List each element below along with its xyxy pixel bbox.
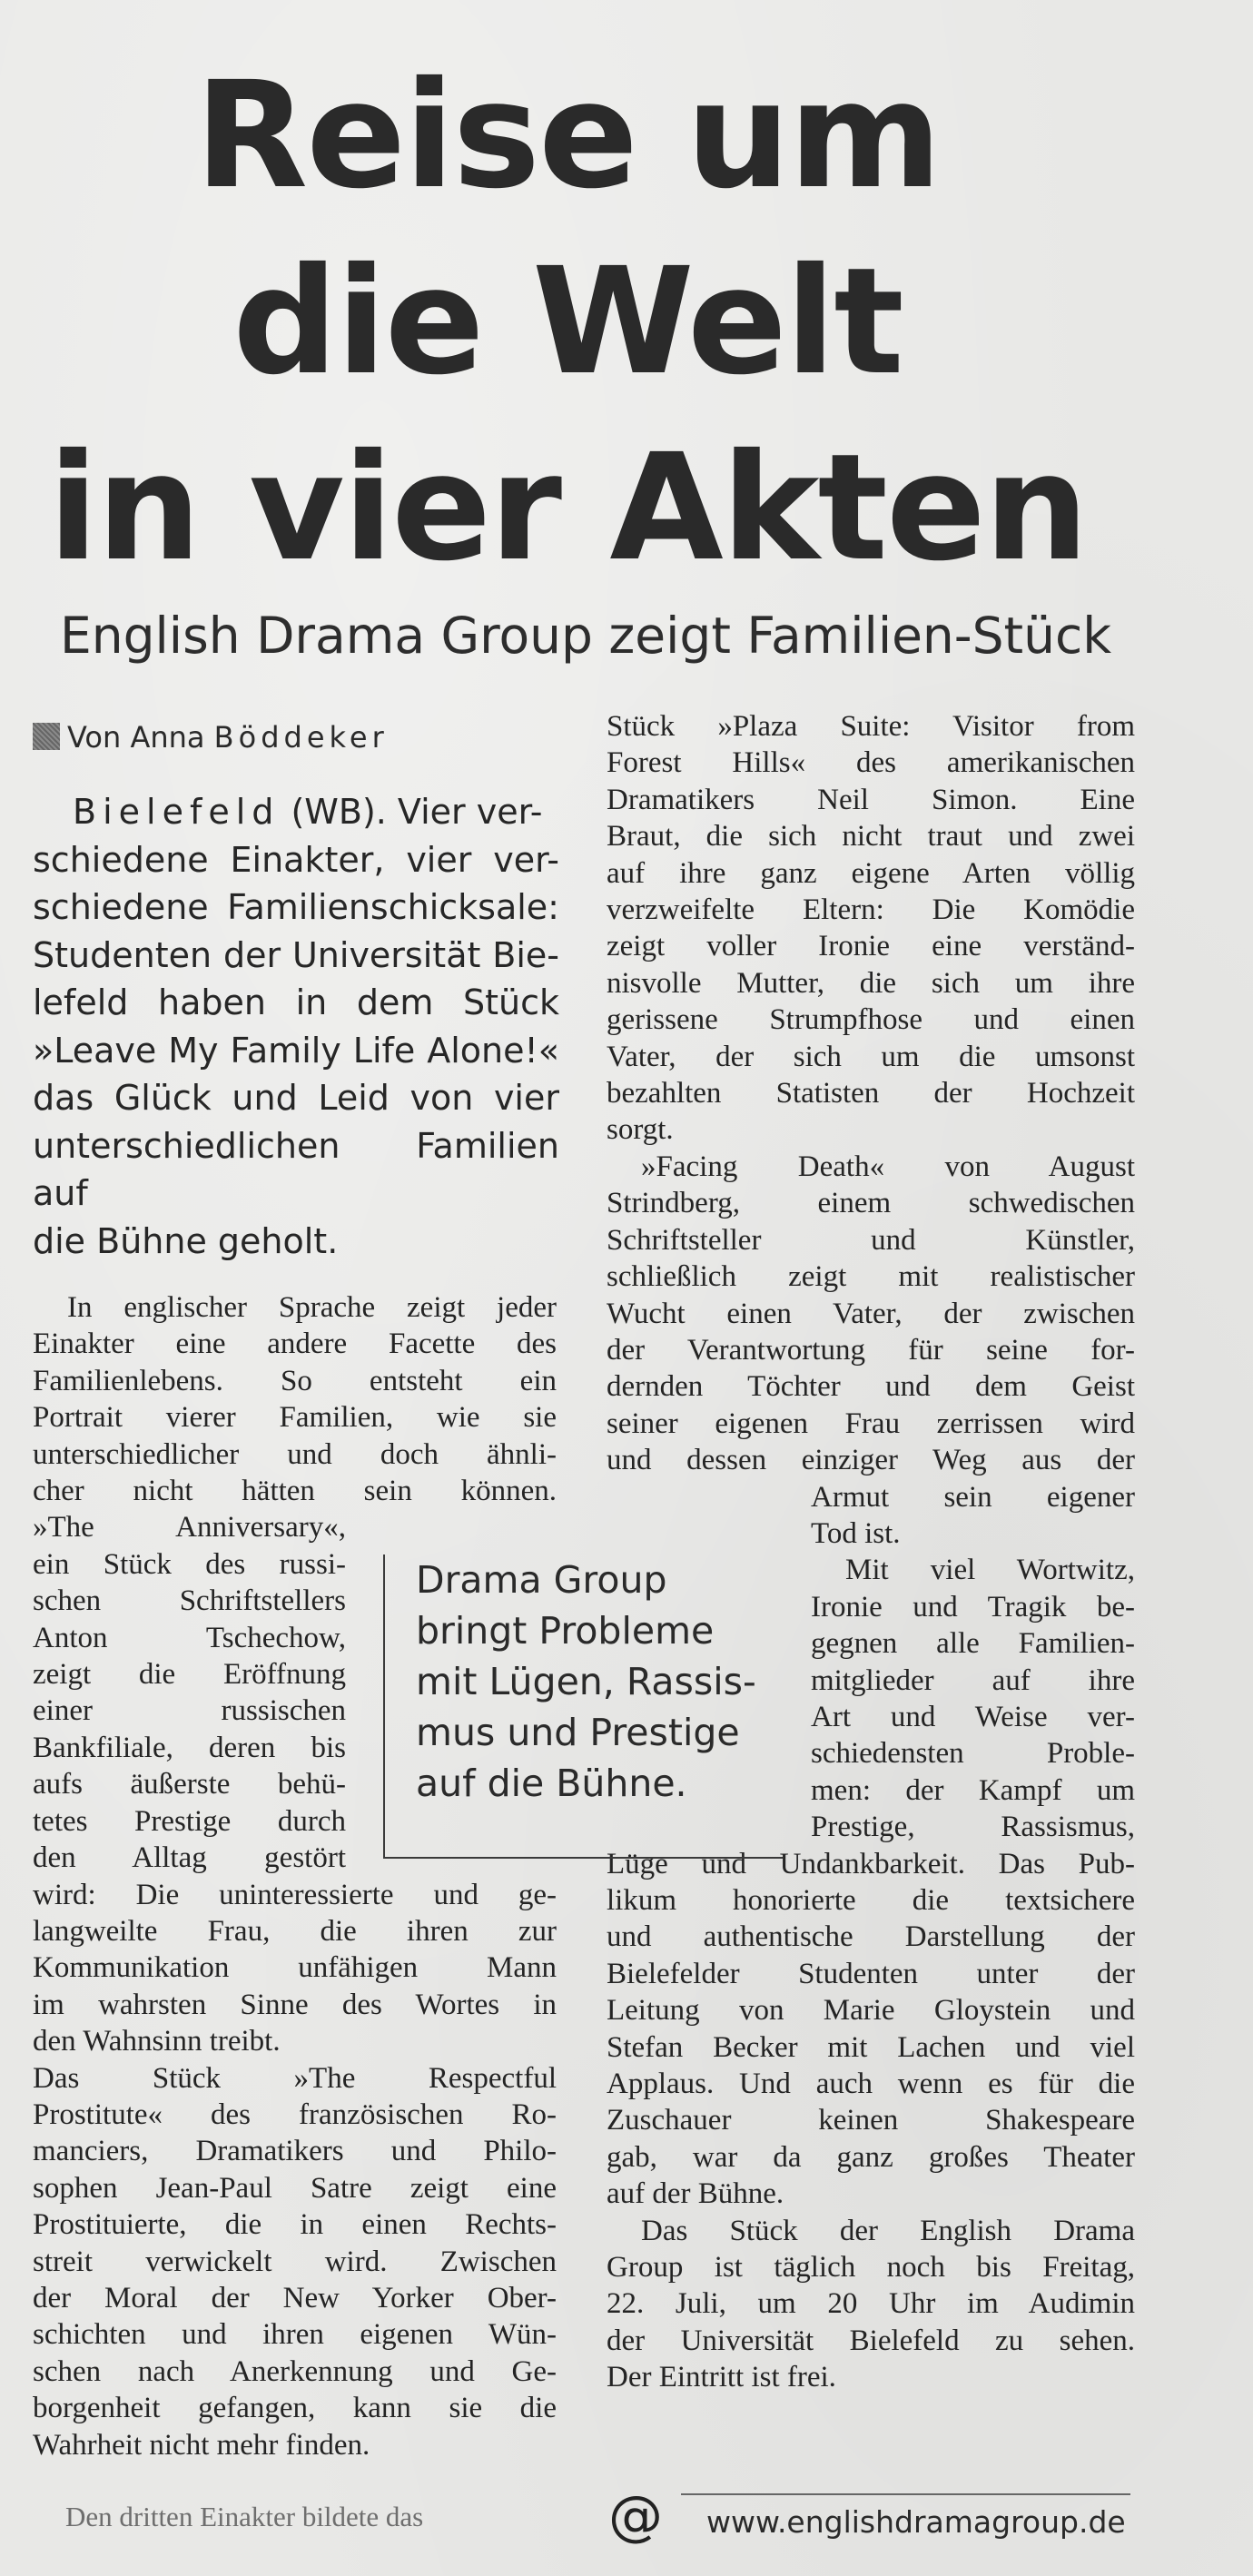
body-line: Zuschauer keinen Shakespeare xyxy=(607,2104,1135,2137)
lead-line: schiedene Einakter, vier ver- xyxy=(33,839,559,880)
body-line: Ironie und Tragik be- xyxy=(811,1590,1135,1624)
divider xyxy=(681,2493,1130,2495)
lead-paragraph xyxy=(33,788,559,1265)
body-line: Einakter eine andere Facette des xyxy=(33,1327,557,1361)
byline xyxy=(33,717,389,757)
body-line: ein Stück des russi- xyxy=(33,1547,346,1581)
body-line: Familienlebens. So entsteht ein xyxy=(33,1364,557,1397)
body-line: Stefan Becker mit Lachen und viel xyxy=(607,2030,1135,2064)
body-line: zeigt voller Ironie eine verständ- xyxy=(607,930,1135,963)
body-line: Mit viel Wortwitz, xyxy=(845,1554,1135,1587)
body-line: Group ist täglich noch bis Freitag, xyxy=(607,2251,1135,2285)
body-line: der Moral der New Yorker Ober- xyxy=(33,2281,557,2314)
body-line: langweilte Frau, die ihren zur xyxy=(33,1914,557,1948)
body-line: Anton Tschechow, xyxy=(33,1621,346,1654)
body-line: Strindberg, einem schwedischen xyxy=(607,1187,1135,1220)
body-line: Vater, der sich um die umsonst xyxy=(607,1040,1135,1073)
body-line: Kommunikation unfähigen Mann xyxy=(33,1951,557,1985)
lead-line: lefeld haben in dem Stück xyxy=(33,982,559,1022)
lead-line: Studenten der Universität Bie- xyxy=(33,934,559,975)
body-line: schichten und ihren eigenen Wün- xyxy=(33,2318,557,2352)
pull-quote xyxy=(383,1554,783,1859)
body-line: mitglieder auf ihre xyxy=(811,1663,1135,1697)
body-line: nisvolle Mutter, die sich um ihre xyxy=(607,966,1135,1000)
pull-quote-line: auf die Bühne. xyxy=(416,1762,687,1805)
body-line: Leitung von Marie Gloystein und xyxy=(607,1994,1135,2028)
lead-line: die Bühne geholt. xyxy=(33,1220,339,1261)
body-line: Schriftsteller und Künstler, xyxy=(607,1223,1135,1257)
body-line: dernden Töchter und dem Geist xyxy=(607,1370,1135,1404)
body-column-left xyxy=(33,1289,557,2463)
website-link[interactable]: www.englishdramagroup.de xyxy=(706,2504,1126,2540)
body-line: Prestige, Rassismus, xyxy=(811,1811,1135,1844)
body-line: den Alltag gestört xyxy=(33,1841,346,1875)
body-line: likum honorierte die textsichere xyxy=(607,1884,1135,1917)
pull-quote-line: Drama Group xyxy=(416,1558,667,1602)
body-line: bezahlten Statisten der Hochzeit xyxy=(607,1077,1135,1110)
lead-line: »Leave My Family Life Alone!« xyxy=(33,1030,559,1071)
body-line: Tod ist. xyxy=(811,1516,901,1550)
body-line: wird: Die uninteressierte und ge- xyxy=(33,1878,557,1911)
next-column-line: Den dritten Einakter bildete das xyxy=(65,2501,424,2532)
body-line: gegnen alle Familien- xyxy=(811,1627,1135,1661)
body-line: sophen Jean-Paul Satre zeigt eine xyxy=(33,2171,557,2205)
body-line: Der Eintritt ist frei. xyxy=(607,2361,836,2394)
body-line: Stück »Plaza Suite: Visitor from xyxy=(607,710,1135,743)
pull-quote-line: mit Lügen, Rassis- xyxy=(416,1660,756,1703)
body-line: Bielefelder Studenten unter der xyxy=(607,1957,1135,1990)
body-line: schen Schriftstellers xyxy=(33,1584,346,1618)
body-line: im wahrsten Sinne des Wortes in xyxy=(33,1988,557,2021)
pull-quote-line: bringt Probleme xyxy=(416,1609,715,1653)
body-line: auf der Bühne. xyxy=(607,2177,784,2211)
body-line: und dessen einziger Weg aus der xyxy=(607,1444,1135,1477)
body-line: In englischer Sprache zeigt jeder xyxy=(67,1291,557,1324)
body-line: manciers, Dramatikers und Philo- xyxy=(33,2135,557,2168)
body-line: 22. Juli, um 20 Uhr im Audimin xyxy=(607,2287,1135,2321)
body-line: tetes Prestige durch xyxy=(33,1804,346,1838)
body-line: und authentische Darstellung der xyxy=(607,1920,1135,1954)
headline-line: in vier Akten xyxy=(47,423,1088,594)
body-line: Dramatikers Neil Simon. Eine xyxy=(607,783,1135,816)
body-line: men: der Kampf um xyxy=(811,1773,1135,1807)
body-line: den Wahnsinn treibt. xyxy=(33,2025,281,2058)
body-line: Portrait vierer Familien, wie sie xyxy=(33,1401,557,1435)
body-line: verzweifelte Eltern: Die Komödie xyxy=(607,893,1135,927)
body-line: Forest Hills« des amerikanischen xyxy=(607,746,1135,780)
body-line: Applaus. Und auch wenn es für die xyxy=(607,2068,1135,2101)
body-line: Wahrheit nicht mehr finden. xyxy=(33,2428,370,2462)
body-line: »Facing Death« von August xyxy=(641,1150,1135,1183)
body-column-right xyxy=(607,708,1135,2396)
pull-quote-line: mus und Prestige xyxy=(416,1711,740,1754)
body-line: gerissene Strumpfhose und einen xyxy=(607,1003,1135,1037)
body-line: Art und Weise ver- xyxy=(811,1700,1135,1733)
byline-marker-icon xyxy=(33,723,60,750)
web-reference xyxy=(608,2484,1135,2548)
body-line: Lüge und Undankbarkeit. Das Pub- xyxy=(607,1847,1135,1880)
body-line: auf ihre ganz eigene Arten völlig xyxy=(607,856,1135,890)
body-line: schließlich zeigt mit realistischer xyxy=(607,1260,1135,1294)
lead-line: unterschiedlichen Familien auf xyxy=(33,1125,559,1213)
body-line: zeigt die Eröffnung xyxy=(33,1658,346,1692)
dateline-city: Bielefeld xyxy=(73,792,281,832)
body-line: gab, war da ganz großes Theater xyxy=(607,2140,1135,2174)
body-line: streit verwickelt wird. Zwischen xyxy=(33,2245,557,2278)
body-line: borgenheit gefangen, kann sie die xyxy=(33,2392,557,2425)
body-line: Das Stück »The Respectful xyxy=(33,2061,557,2095)
body-line: Prostituierte, die in einen Rechts- xyxy=(33,2208,557,2242)
headline xyxy=(0,44,1135,602)
lead-line: (WB). Vier ver- xyxy=(280,792,543,832)
byline-prefix: Von Anna xyxy=(67,720,205,755)
body-line: Wucht einen Vater, der zwischen xyxy=(607,1297,1135,1330)
body-line: unterschiedlicher und doch ähnli- xyxy=(33,1437,557,1471)
headline-line: die Welt xyxy=(232,237,903,408)
body-line: »The Anniversary«, xyxy=(33,1511,346,1545)
at-sign-icon: @ xyxy=(608,2484,663,2548)
body-line: seiner eigenen Frau zerrissen wird xyxy=(607,1406,1135,1440)
lead-line: das Glück und Leid von vier xyxy=(33,1078,559,1118)
headline-line: Reise um xyxy=(194,51,941,222)
body-line: cher nicht hätten sein können. xyxy=(33,1475,557,1508)
body-line: Armut sein eigener xyxy=(811,1480,1135,1514)
body-line: schen nach Anerkennung und Ge- xyxy=(33,2354,557,2388)
byline-author: Böddeker xyxy=(213,720,389,755)
body-line: Braut, die sich nicht traut und zwei xyxy=(607,820,1135,854)
body-line: sorgt. xyxy=(607,1113,674,1147)
body-line: der Universität Bielefeld zu sehen. xyxy=(607,2324,1135,2357)
body-line: einer russischen xyxy=(33,1694,346,1728)
lead-line: schiedene Familienschicksale: xyxy=(33,887,559,927)
subheadline: English Drama Group zeigt Familien-Stück xyxy=(60,607,1112,665)
body-line: Bankfiliale, deren bis xyxy=(33,1731,346,1764)
body-line: der Verantwortung für seine for- xyxy=(607,1333,1135,1367)
body-line: Das Stück der English Drama xyxy=(641,2214,1135,2247)
body-line: aufs äußerste behü- xyxy=(33,1768,346,1801)
body-line: Prostitute« des französischen Ro- xyxy=(33,2097,557,2131)
body-line: schiedensten Proble- xyxy=(811,1737,1135,1771)
